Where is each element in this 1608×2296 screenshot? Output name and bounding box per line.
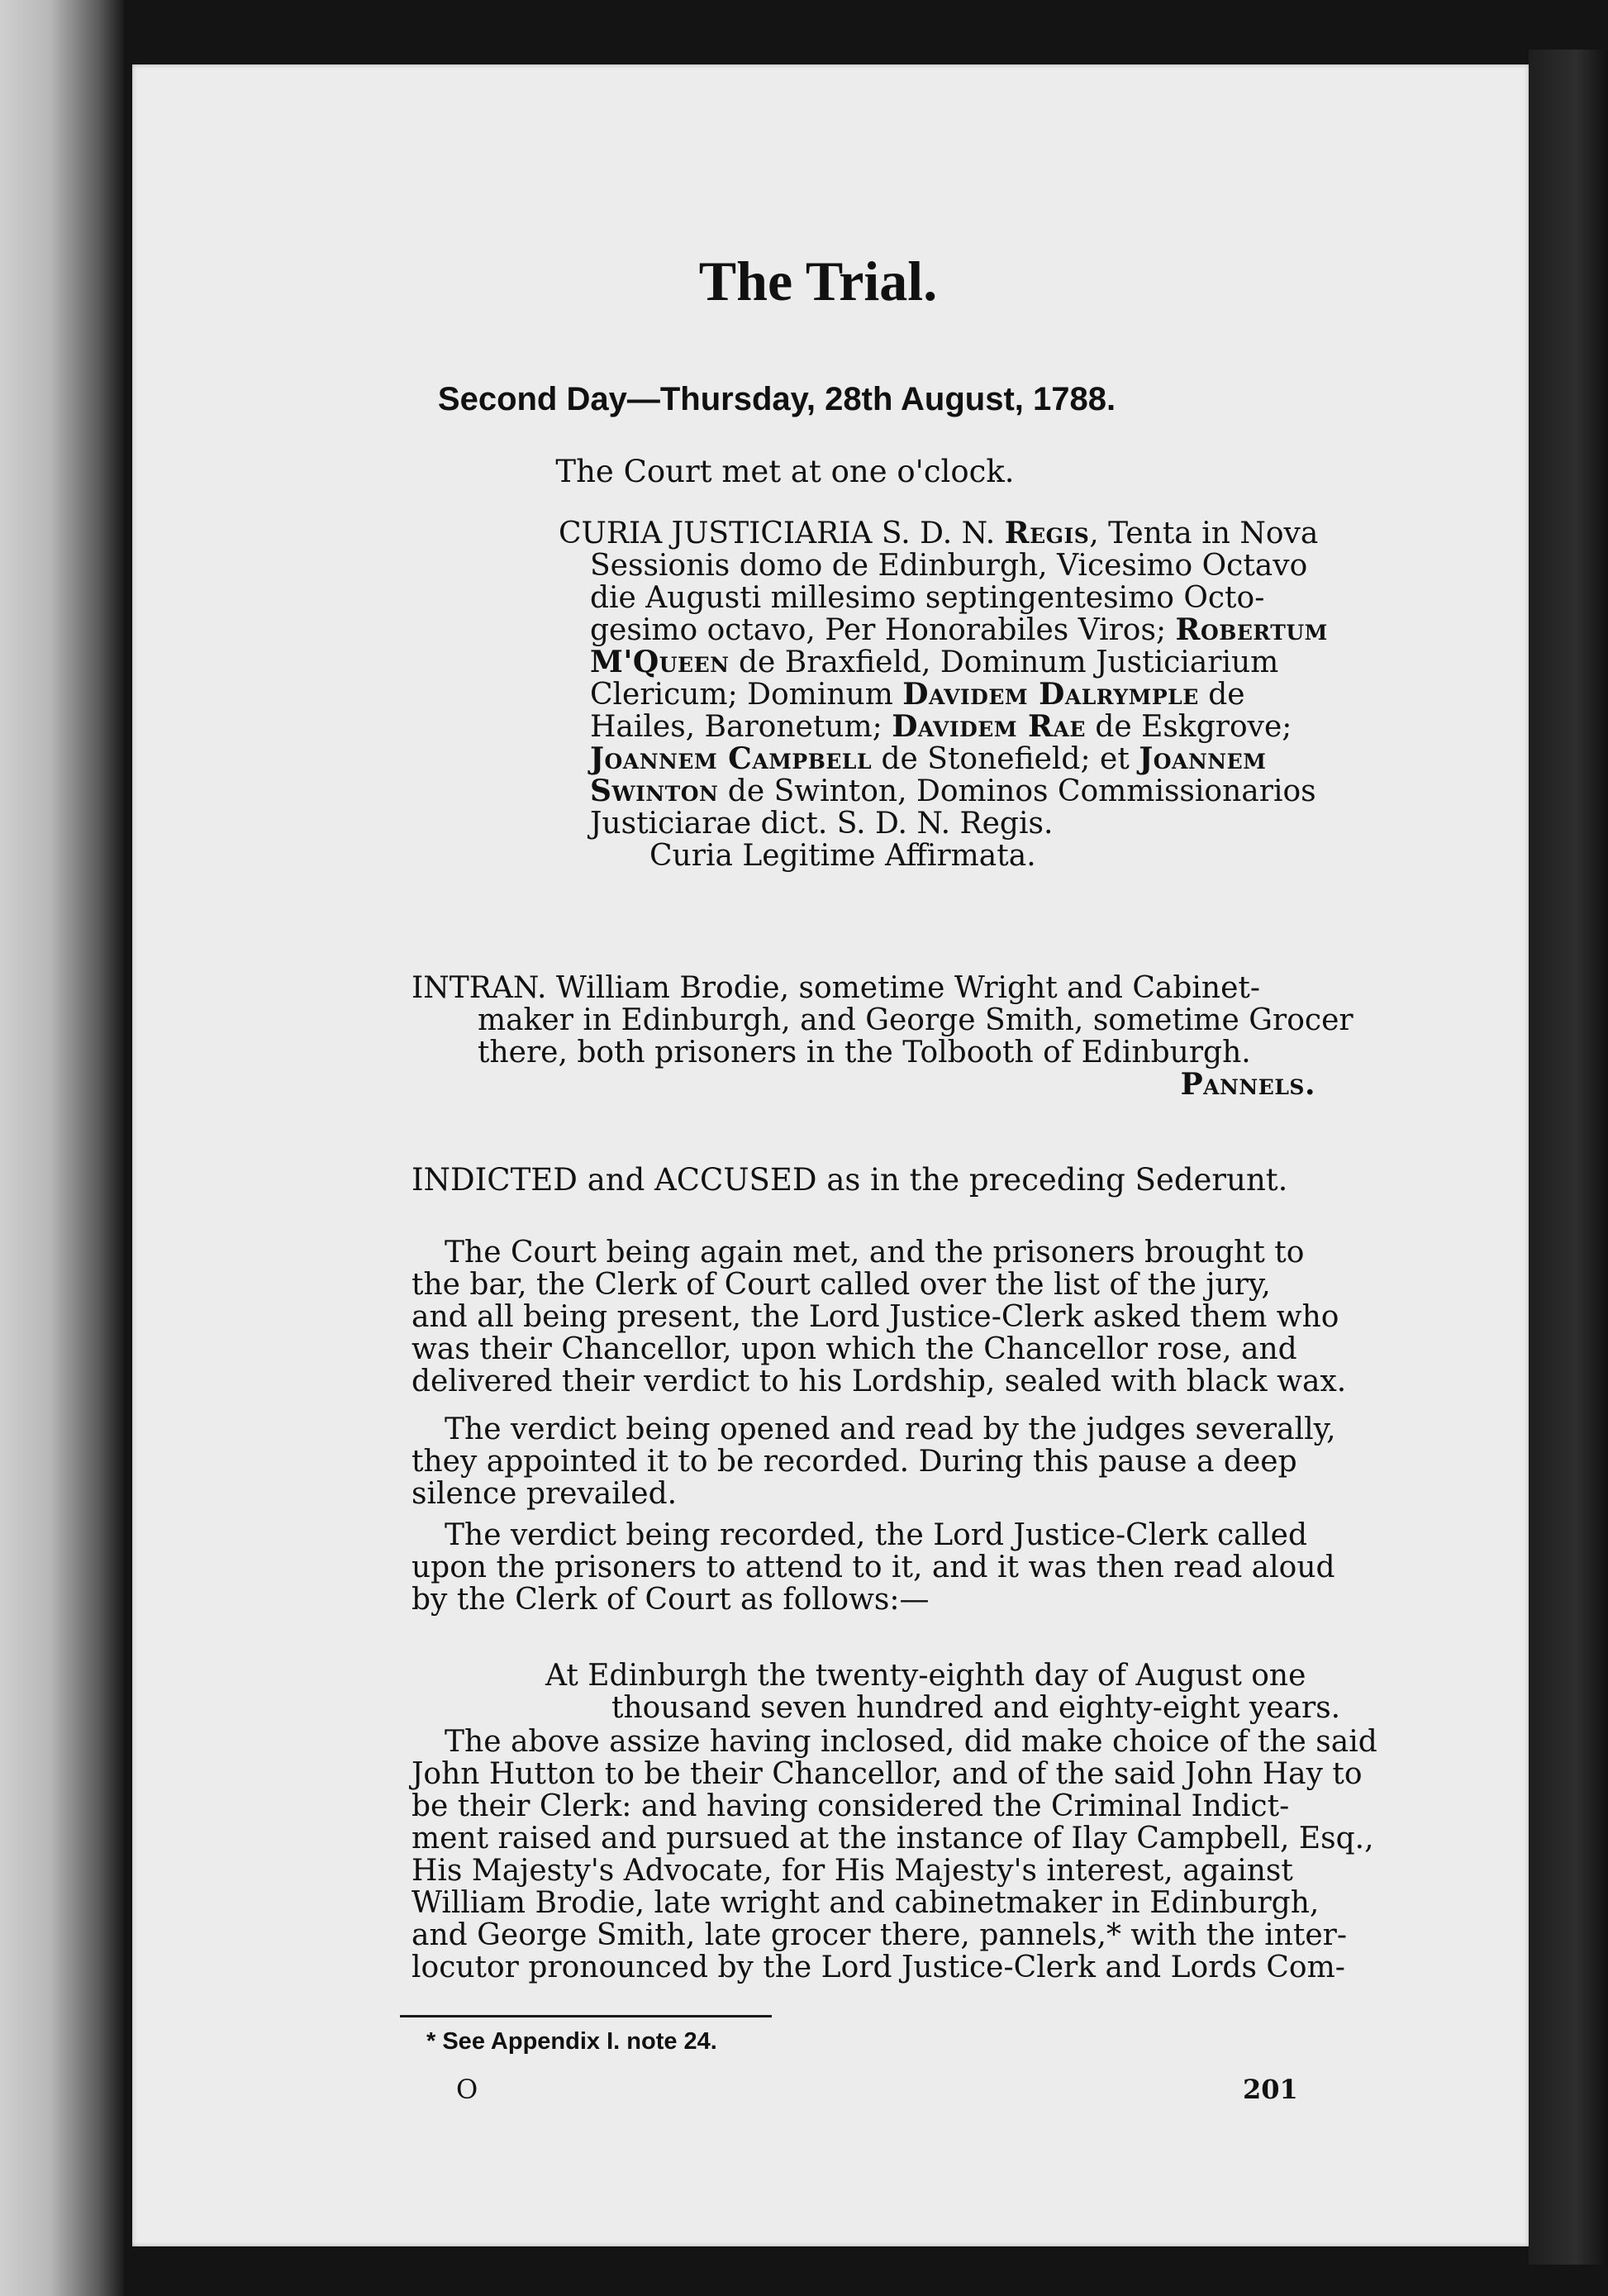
text-line: upon the prisoners to attend to it, and it was then read aloud — [412, 1551, 1335, 1584]
pannels-label: Pannels. — [1180, 1067, 1315, 1102]
court-met-line: The Court met at one o'clock. — [555, 454, 1015, 489]
curia-line: Clericum; Dominum Davidem Dalrymple de — [590, 677, 1245, 712]
curia-line: Swinton de Swinton, Dominos Commissionarios — [590, 774, 1316, 808]
text-line: and George Smith, late grocer there, pannels,* with the inter- — [412, 1918, 1348, 1952]
text-line: be their Clerk: and having considered the Criminal Indict- — [412, 1789, 1290, 1823]
curia-paragraph — [559, 517, 1357, 872]
book-page — [132, 64, 1529, 2246]
curia-line: Sessionis domo de Edinburgh, Vicesimo Octavo — [590, 549, 1308, 583]
curia-line: Joannem Campbell de Stonefield; et Joannem — [590, 741, 1267, 776]
text-line: John Hutton to be their Chancellor, and of the said John Hay to — [412, 1757, 1363, 1791]
footnote: * See Appendix I. note 24. — [426, 2028, 717, 2055]
curia-line: die Augusti millesimo septingentesimo Octo- — [590, 581, 1265, 615]
text-line: ment raised and pursued at the instance of Ilay Campbell, Esq., — [412, 1822, 1374, 1855]
day-heading: Second Day—Thursday, 28th August, 1788. — [437, 381, 1116, 417]
curia-line: CURIA JUSTICIARIA S. D. N. Regis, Tenta in Nova — [559, 516, 1319, 550]
footnote-rule — [400, 2015, 772, 2017]
intran-paragraph — [412, 971, 1353, 1102]
paragraph-assize — [412, 1725, 1377, 1984]
text-line: silence prevailed. — [412, 1477, 678, 1511]
scan-right-edge — [1529, 50, 1608, 2265]
text-line: they appointed it to be recorded. During this pause a deep — [412, 1445, 1297, 1479]
text-line: delivered their verdict to his Lordship, sealed with black wax. — [412, 1365, 1347, 1398]
text-line: and all being present, the Lord Justice-Clerk asked them who — [412, 1300, 1339, 1334]
text-line: William Brodie, late wright and cabinetmaker in Edinburgh, — [412, 1886, 1320, 1920]
text-line: The verdict being opened and read by the judges severally, — [445, 1412, 1336, 1446]
curia-line: M'Queen de Braxfield, Dominum Justiciarium — [590, 645, 1279, 679]
paragraph-verdict-recorded — [412, 1519, 1370, 1616]
curia-line: Justiciarae dict. S. D. N. Regis. — [590, 807, 1054, 841]
text-line: At Edinburgh the twenty-eighth day of August one — [545, 1659, 1306, 1693]
page-title: The Trial. — [698, 250, 938, 312]
paragraph-verdict-opened — [412, 1413, 1370, 1510]
text-line: The Court being again met, and the prisoners brought to — [445, 1236, 1305, 1269]
text-line: by the Clerk of Court as follows:— — [412, 1583, 930, 1617]
indicted-line: INDICTED and ACCUSED as in the preceding Sederunt. — [412, 1162, 1288, 1198]
text-line: was their Chancellor, upon which the Chancellor rose, and — [412, 1332, 1297, 1366]
intran-line: INTRAN. William Brodie, sometime Wright and Cabinet- — [412, 971, 1261, 1005]
text-line: the bar, the Clerk of Court called over the list of the jury, — [412, 1268, 1271, 1302]
text-line: The above assize having inclosed, did make choice of the said — [445, 1725, 1377, 1759]
paragraph-court-met-again — [412, 1236, 1370, 1398]
text-line: thousand seven hundred and eighty-eight years. — [611, 1691, 1341, 1725]
text-line: His Majesty's Advocate, for His Majesty's interest, against — [412, 1854, 1293, 1888]
text-line: The verdict being recorded, the Lord Justice-Clerk called — [445, 1518, 1308, 1552]
intran-line: there, both prisoners in the Tolbooth of Edinburgh. — [478, 1036, 1251, 1069]
text-line: locutor pronounced by the Lord Justice-Clerk and Lords Com- — [412, 1951, 1345, 1984]
scan-left-margin — [0, 0, 124, 2296]
page-number: 201 — [1243, 2074, 1298, 2105]
signature-mark: O — [456, 2074, 478, 2105]
curia-affirmata: Curia Legitime Affirmata. — [649, 839, 1036, 873]
intran-line: maker in Edinburgh, and George Smith, sometime Grocer — [478, 1003, 1353, 1037]
curia-line: gesimo octavo, Per Honorabiles Viros; Robertum — [590, 612, 1328, 647]
curia-line: Hailes, Baronetum; Davidem Rae de Eskgrove; — [590, 709, 1292, 744]
verdict-dateline — [545, 1660, 1372, 1724]
